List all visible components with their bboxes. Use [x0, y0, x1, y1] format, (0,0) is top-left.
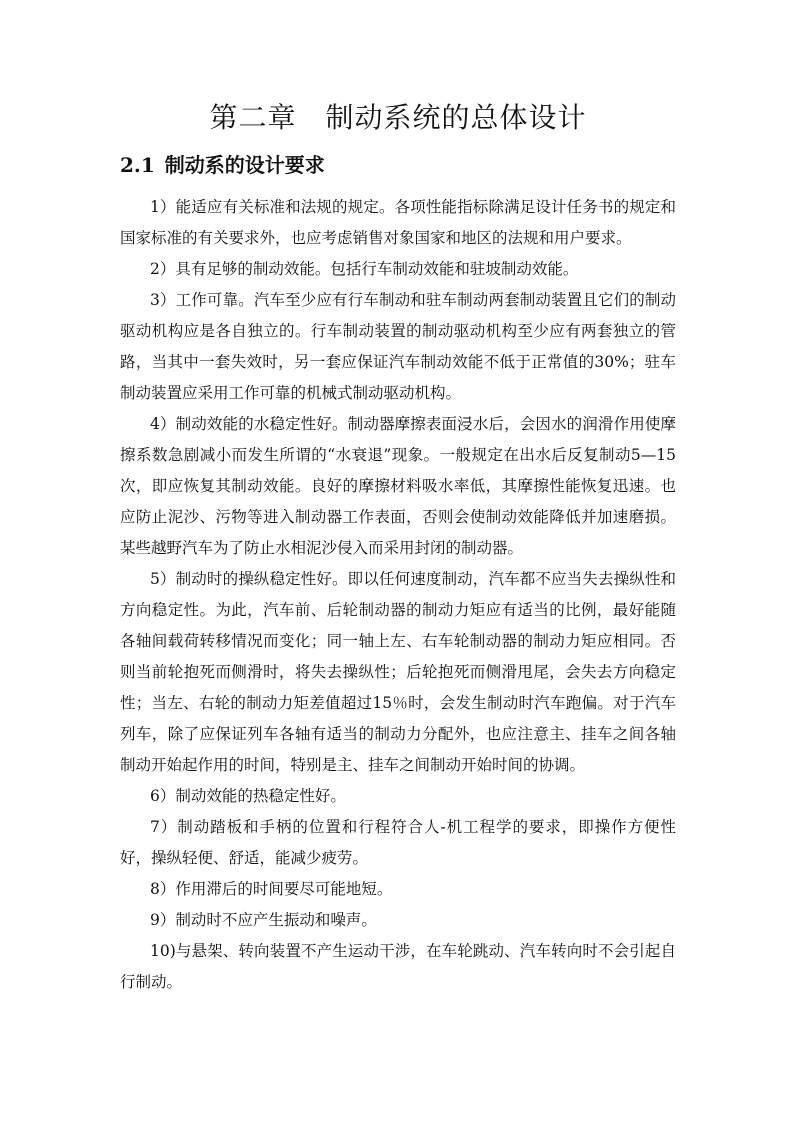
requirement-paragraph-6: 6）制动效能的热稳定性好。 [150, 787, 346, 805]
requirement-paragraph-3: 3）工作可靠。汽车至少应有行车制动和驻车制动两套制动装置且它们的制动驱动机构应是各自独立的。行车制动装置的制动驱动机构至少应有两套独立的管路，当其中一套失效时，另一套应保证汽车制动效能不低于正常值的30%；驻车制动装置应采用工作可靠的机械式制动驱动机构。 [120, 291, 676, 402]
requirement-paragraph-7: 7）制动踏板和手柄的位置和行程符合人-机工程学的要求，即操作方便性好，操纵轻便、舒适，能减少疲劳。 [120, 818, 676, 867]
chapter-title: 第二章 制动系统的总体设计 [209, 101, 587, 134]
requirement-paragraph-9: 9）制动时不应产生振动和噪声。 [150, 911, 377, 929]
requirement-paragraph-4: 4）制动效能的水稳定性好。制动器摩擦表面浸水后，会因水的润滑作用使摩擦系数急剧减小而发生所谓的“水衰退”现象。一般规定在出水后反复制动5—15次，即应恢复其制动效能。良好的摩擦材料吸水率低，其摩擦性能恢复迅速。也应防止泥沙、污物等进入制动器工作表面，否则会使制动效能降低并加速磨损。某些越野汽车为了防止水相泥沙侵入而采用封闭的制动器。 [120, 415, 676, 557]
requirement-paragraph-2: 2）具有足够的制动效能。包括行车制动效能和驻坡制动效能。 [150, 260, 579, 278]
requirement-paragraph-1: 1）能适应有关标准和法规的规定。各项性能指标除满足设计任务书的规定和国家标准的有关要求外，也应考虑销售对象国家和地区的法规和用户要求。 [120, 198, 676, 247]
requirement-paragraph-5: 5）制动时的操纵稳定性好。即以任何速度制动，汽车都不应当失去操纵性和方向稳定性。为此，汽车前、后轮制动器的制动力矩应有适当的比例，最好能随各轴间载荷转移情况而变化；同一轴上左、右车轮制动器的制动力矩应相同。否则当前轮抱死而侧滑时，将失去操纵性；后轮抱死而侧滑甩尾，会失去方向稳定性；当左、右轮的制动力矩差值超过15％时，会发生制动时汽车跑偏。对于汽车列车，除了应保证列车各轴有适当的制动力分配外，也应注意主、挂车之间各轴制动开始起作用的时间，特别是主、挂车之间制动开始时间的协调。 [120, 570, 676, 774]
requirement-paragraph-8: 8）作用滞后的时间要尽可能地短。 [150, 880, 393, 898]
section-heading [120, 150, 676, 180]
section-number: 2.1 [120, 153, 155, 177]
document-page [120, 96, 676, 998]
requirement-paragraph-10: 10)与悬架、转向装置不产生运动干涉，在车轮跳动、汽车转向时不会引起自行制动。 [120, 942, 676, 991]
section-title: 制动系的设计要求 [164, 153, 325, 177]
